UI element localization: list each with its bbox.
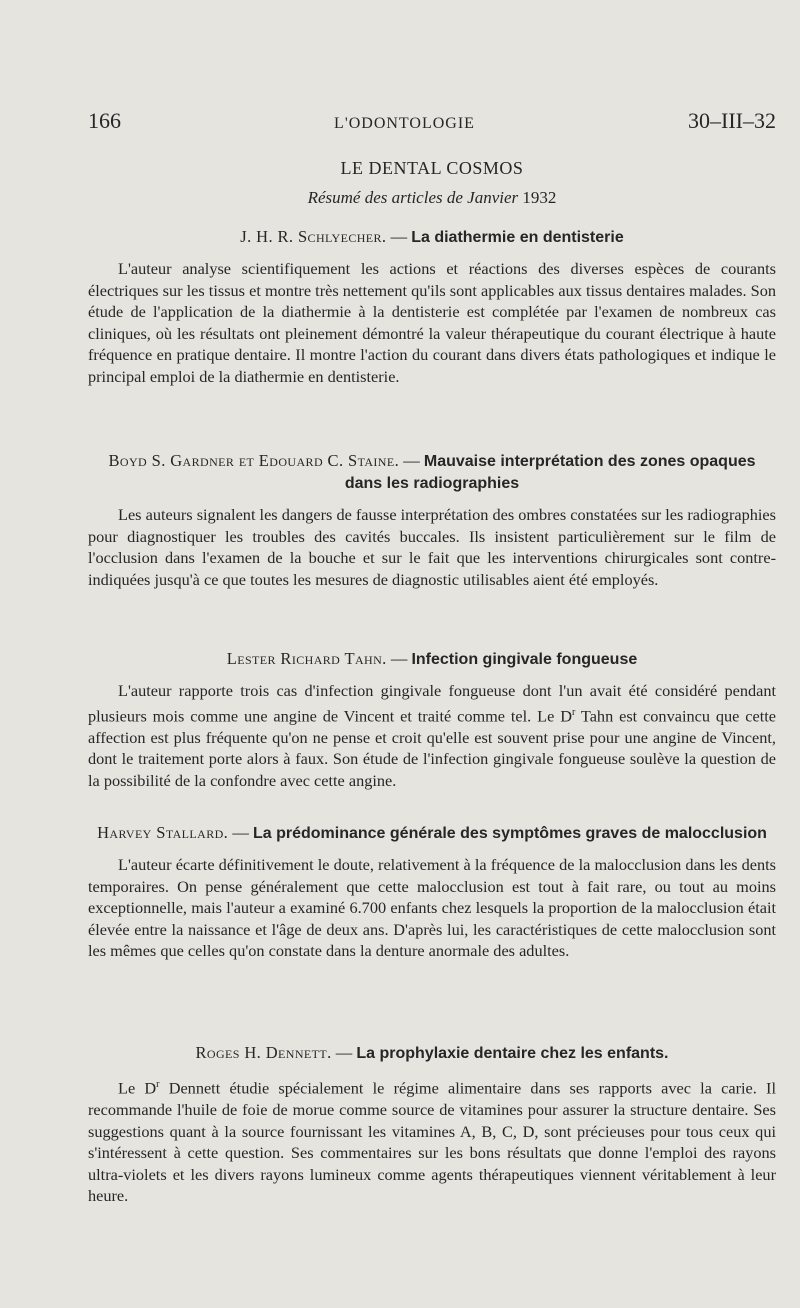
- heading-dash: —: [386, 649, 412, 668]
- article-authors: Harvey Stallard.: [97, 823, 229, 842]
- body-text: Tahn est convaincu que cette affection est plus fréquente qu'on ne pense et croit qu'elle est souvent prise pour une angine de Vincent, dont le traitement porte alors à faux. Son étude de l'infection gingivale fongueuse soulève la question de la possibilité de la confondre avec cette angine.: [88, 706, 776, 790]
- article-title: La prédominance générale des symptômes graves de malocclusion: [252, 825, 767, 842]
- article-title: La diathermie en dentisterie: [411, 229, 624, 246]
- heading-dash: —: [331, 1043, 357, 1062]
- article-body: L'auteur analyse scientifiquement les actions et réactions des diverses espèces de courants électriques sur les tissus et montre très nettement qu'ils sont applicables aux tissus dentaires malades. Son étude de l'application de la diathermie à la dentisterie est complétée par l'examen de nombreux cas cliniques, où les résultats ont pleinement démontré la valeur thérapeutique du courant électrique à haute fréquence en pratique dentaire. Il montre l'action du courant dans divers états pathologiques et indique le principal emploi de la diathermie en dentisterie.: [88, 259, 776, 386]
- article-3: [88, 648, 776, 791]
- summary-year: 1932: [522, 188, 557, 207]
- article-title: Mauvaise interprétation des zones opaques dans les radiographies: [344, 453, 756, 492]
- article-authors: Roges H. Dennett.: [195, 1043, 332, 1062]
- page-number: 166: [88, 108, 121, 133]
- article-authors: J. H. R. Schlyecher.: [240, 227, 387, 246]
- issue-date: 30–III–32: [688, 108, 776, 133]
- article-body: L'auteur écarte définitivement le doute, relativement à la fréquence de la malocclusion dans les dents temporaires. On pense généralement que cette malocclusion est tout à fait rare, ou tout au moins exceptionnelle, mais l'auteur a examiné 6.700 enfants chez lesquels la proportion de la malocclusion était élevée entre la naissance et l'âge de deux ans. D'après lui, les caractéristiques de cette malocclusion sont les mêmes que celles qu'on constate dans la denture anormale des adultes.: [88, 855, 776, 961]
- running-header: [88, 108, 776, 134]
- summary-prefix: Résumé des articles de Janvier: [307, 188, 519, 207]
- article-authors: Lester Richard Tahn.: [226, 649, 387, 668]
- article-4: [88, 822, 776, 962]
- article-body: Les auteurs signalent les dangers de fausse interprétation des ombres constatées sur les radiographies pour diagnostiquer les troubles des cavités buccales. Ils insistent particulièrement sur le film de l'occlusion dans l'examen de la bouche et sur le fait que les interventions chirurgicales sont contre-indiquées jusqu'à ce que toutes les mesures de diagnostic utilisables aient été employés.: [88, 505, 776, 589]
- article-heading: [88, 822, 776, 844]
- article-title: La prophylaxie dentaire chez les enfants.: [356, 1045, 669, 1062]
- heading-dash: —: [386, 227, 412, 246]
- body-text: Dennett étudie spécialement le régime alimentaire dans ses rapports avec la carie. Il recommande l'huile de foie de morue comme source de vitamines pour assurer la structure dentaire. Ses suggestions quant à la source fournissant les vitamines A, B, C, D, sont précieuses pour tous ceux qui s'intéressent à cette question. Ses commentaires sur les bons résultats que donne l'emploi des rayons ultra-violets et les divers rayons lumineux comme agents thérapeutiques viennent véritablement à leur heure.: [88, 1078, 776, 1206]
- article-title: Infection gingivale fongueuse: [411, 651, 638, 668]
- article-2: [88, 450, 776, 590]
- article-1: [88, 226, 776, 388]
- article-body: [88, 1074, 776, 1207]
- article-heading: [88, 226, 776, 248]
- body-text: Le D: [118, 1078, 157, 1098]
- article-heading: [88, 1042, 776, 1064]
- article-heading: [88, 648, 776, 670]
- title-abbreviation: r: [156, 1079, 160, 1090]
- article-authors: Boyd S. Gardner et Edouard C. Staine.: [108, 451, 400, 470]
- heading-dash: —: [228, 823, 253, 842]
- article-body: [88, 680, 776, 791]
- journal-name: L'ODONTOLOGIE: [334, 115, 475, 132]
- section-subtitle: [88, 188, 776, 208]
- section-title: LE DENTAL COSMOS: [340, 158, 524, 178]
- article-5: [88, 1042, 776, 1207]
- heading-dash: —: [399, 451, 424, 470]
- article-heading: [88, 450, 776, 494]
- title-abbreviation: r: [571, 706, 576, 718]
- body-text: L'auteur rapporte trois cas d'infection gingivale fongueuse dont l'un avait été considéré pendant plusieurs mois comme une angine de Vincent et traité comme tel. Le D: [88, 681, 776, 726]
